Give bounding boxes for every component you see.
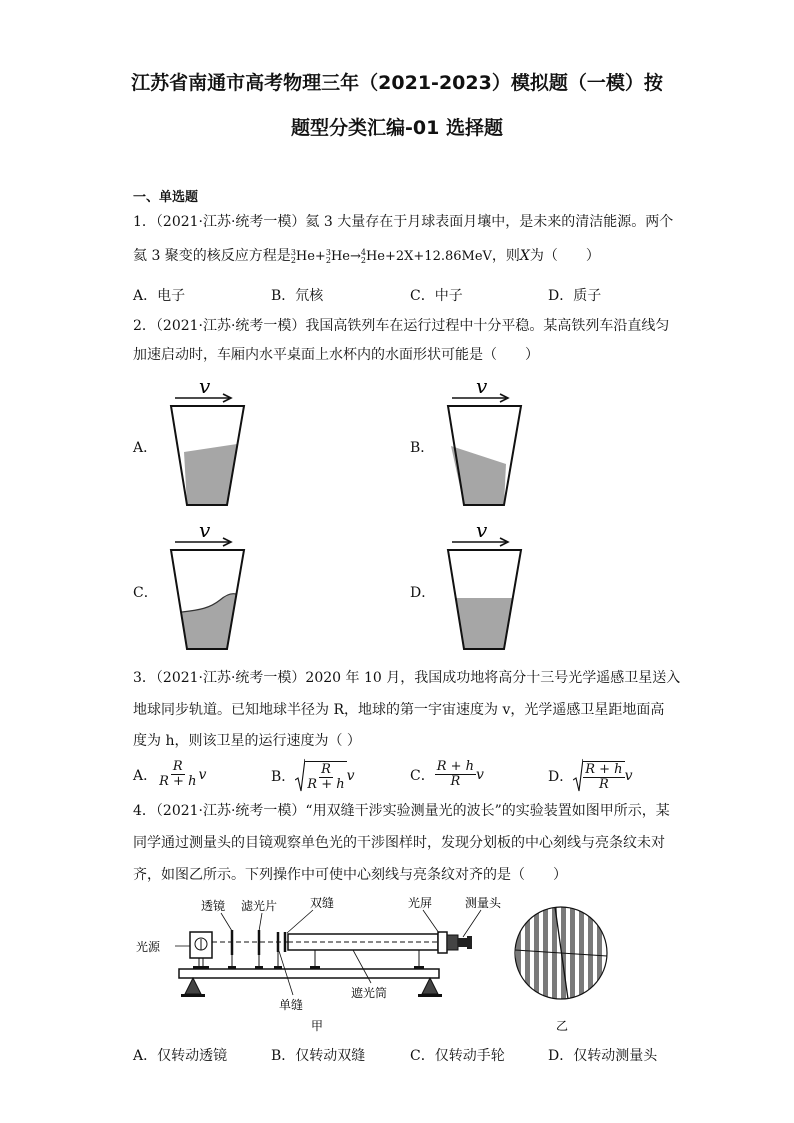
label-single-slit: 单缝 — [279, 998, 304, 1012]
q4-line3: 齐，如图乙所示。下列操作中可使中心刻线与亮条纹对齐的是（ ） — [133, 867, 567, 883]
rail-foot-left — [185, 978, 201, 994]
q4-option-c[interactable]: C．仅转动手轮 — [410, 1048, 505, 1064]
velocity-label-a: v — [199, 378, 211, 398]
label-double-slit: 双缝 — [310, 896, 335, 910]
q2-option-d-label[interactable]: D． — [410, 585, 436, 601]
q1-line2 — [133, 246, 600, 267]
sqrt: $\frac{R}{R + h}$ — [295, 758, 346, 794]
label-fig-a: 甲 — [311, 1019, 324, 1033]
q4-apparatus-figure — [133, 893, 503, 1038]
q4-option-a[interactable]: A．仅转动透镜 — [133, 1048, 228, 1064]
q1-x-var: X — [519, 248, 530, 264]
q1-line2-suffix: ，则 — [491, 248, 520, 264]
optical-rail — [179, 969, 439, 978]
q2-cup-a[interactable] — [165, 378, 250, 508]
label-fig-b: 乙 — [556, 1019, 569, 1033]
q2-cup-b[interactable] — [442, 378, 527, 508]
page-title-line1: 江苏省南通市高考物理三年（2021-2023）模拟题（一模）按 — [131, 72, 663, 94]
label-filter: 滤光片 — [241, 899, 278, 913]
radical-icon — [295, 758, 305, 794]
q2-option-b-label[interactable]: B． — [410, 440, 435, 456]
q2-cup-c[interactable] — [165, 522, 250, 652]
fringe-pattern — [508, 893, 618, 1023]
radical-icon — [573, 758, 583, 794]
q2-line2: 加速启动时，车厢内水平桌面上水杯内的水面形状可能是（ ） — [133, 347, 539, 363]
fraction: $\frac{R + h}{R}$ — [436, 759, 475, 789]
label-tube: 遮光筒 — [351, 986, 388, 1000]
rail-foot-right — [422, 978, 438, 994]
page-title-line2: 题型分类汇编-01 选择题 — [291, 117, 503, 139]
fraction: $\frac{R}{R + h}$ — [159, 759, 197, 789]
light-screen — [438, 932, 447, 953]
q4-fringe-figure — [508, 893, 618, 1038]
label-screen: 光屏 — [408, 896, 433, 910]
q2-cup-d[interactable] — [442, 522, 527, 652]
q3-line2: 地球同步轨道。已知地球半径为 R，地球的第一宇宙速度为 v，光学遥感卫星距地面高 — [133, 702, 665, 718]
q1-line1: 1．（2021·江苏·统考一模）氦 3 大量存在于月球表面月壤中，是未来的清洁能源。两个 — [133, 214, 674, 230]
q2-option-c-label[interactable]: C． — [133, 585, 158, 601]
sqrt: $\frac{R + h}{R}$ — [573, 758, 624, 794]
q1-line2-prefix: 氦 3 聚变的核反应方程是 — [133, 248, 291, 264]
q2-line1: 2．（2021·江苏·统考一模）我国高铁列车在运行过程中十分平稳。某高铁列车沿直线匀 — [133, 318, 670, 334]
q2-option-a-label[interactable]: A． — [133, 440, 158, 456]
section-heading: 一、单选题 — [133, 190, 199, 205]
q3-option-c[interactable]: C． $\frac{R + h}{R}$ v — [410, 759, 484, 789]
q1-option-d[interactable]: D．质子 — [548, 288, 602, 304]
q3-option-d[interactable]: D． $\frac{R + h}{R}$ v — [548, 758, 632, 794]
q1-line2-end: 为（ ） — [529, 248, 600, 264]
q4-option-d[interactable]: D．仅转动测量头 — [548, 1048, 658, 1064]
measure-head — [447, 935, 458, 950]
velocity-label-b: v — [476, 378, 488, 398]
label-measure-head: 测量头 — [465, 896, 502, 910]
q4-option-b[interactable]: B．仅转动双缝 — [271, 1048, 366, 1064]
velocity-label-d: v — [476, 522, 488, 542]
label-light-source: 光源 — [136, 940, 161, 954]
q4-line2: 同学通过测量头的目镜观察单色光的干涉图样时，发现分划板的中心刻线与亮条纹未对 — [133, 835, 665, 851]
q1-equation: 3 2 He+ 3 2 He→ 4 2 He+2X+12.86MeV — [290, 247, 492, 265]
q3-line3: 度为 h，则该卫星的运行速度为（ ） — [133, 733, 361, 749]
label-lens: 透镜 — [201, 899, 226, 913]
q4-line1: 4．（2021·江苏·统考一模）“用双缝干涉实验测量光的波长”的实验装置如图甲所示，某 — [133, 803, 670, 819]
velocity-label-c: v — [199, 522, 211, 542]
q3-option-a[interactable]: A． $\frac{R}{R + h}$ v — [133, 759, 207, 789]
q3-line1: 3．（2021·江苏·统考一模）2020 年 10 月，我国成功地将高分十三号光学遥感卫星送入 — [133, 670, 681, 686]
q1-option-a[interactable]: A．电子 — [133, 288, 186, 304]
q3-option-b[interactable]: B． $\frac{R}{R + h}$ v — [271, 758, 355, 794]
q1-option-c[interactable]: C．中子 — [410, 288, 463, 304]
q1-option-b[interactable]: B．氘核 — [271, 288, 324, 304]
